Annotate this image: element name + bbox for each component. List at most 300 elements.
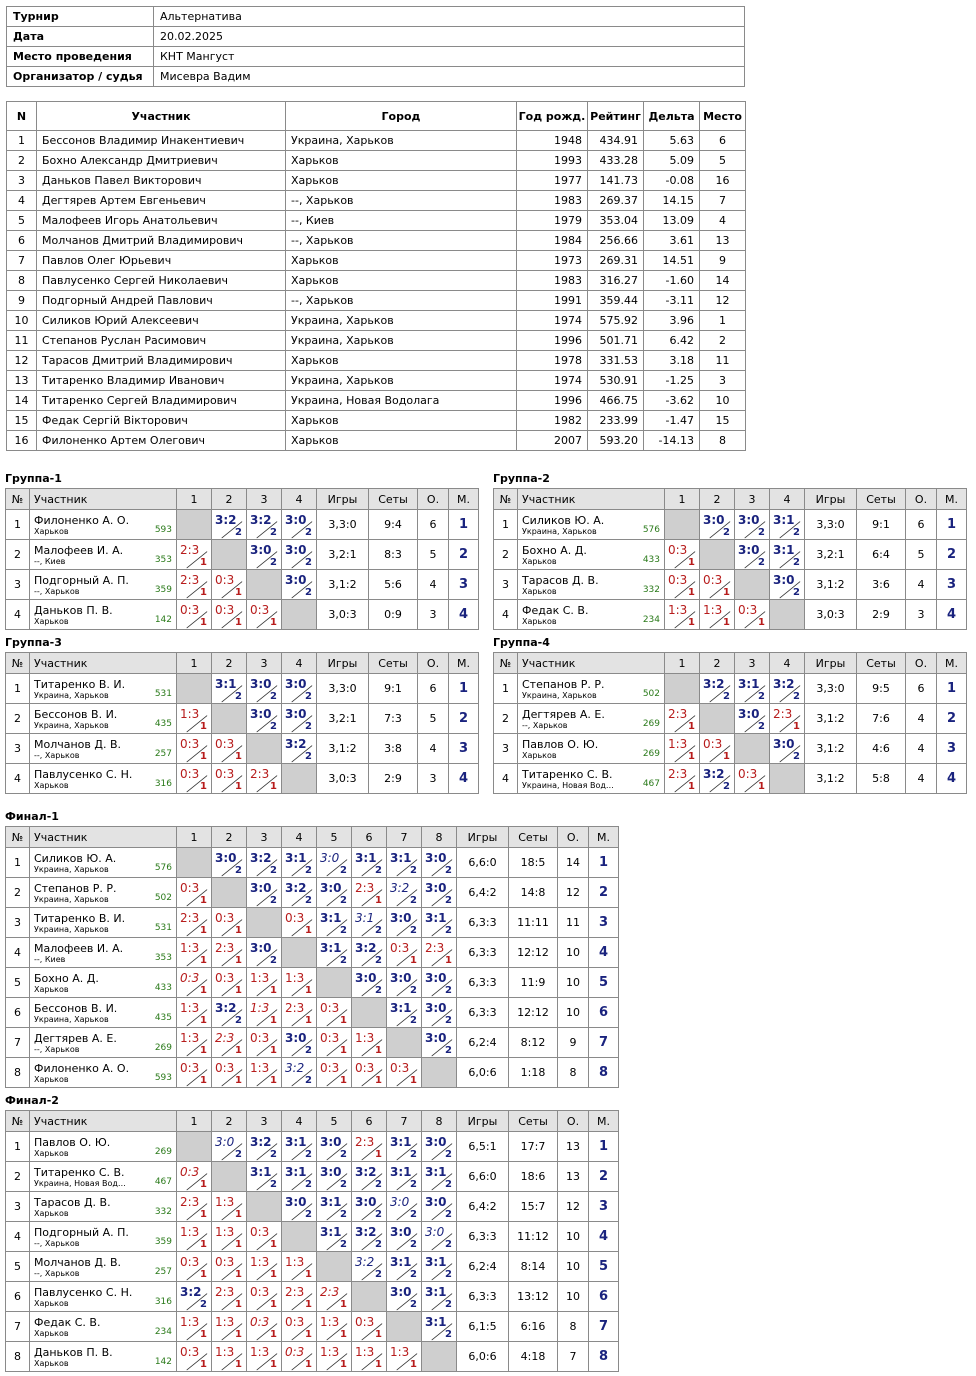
match-cell bbox=[177, 570, 211, 599]
table-row bbox=[494, 510, 967, 540]
match-cell bbox=[177, 1058, 211, 1087]
match-cell bbox=[317, 1222, 351, 1251]
points-stat: 4 bbox=[906, 734, 937, 764]
player-cell bbox=[518, 764, 665, 794]
match-points: 2 bbox=[270, 557, 277, 568]
player-name: Силиков Ю. А. bbox=[34, 851, 117, 865]
match-result bbox=[247, 600, 282, 630]
match-score: 0:3 bbox=[250, 1315, 270, 1329]
match-result bbox=[247, 1342, 282, 1372]
match-score: 3:0 bbox=[425, 1001, 447, 1015]
column-header: 2 bbox=[212, 827, 247, 848]
player-cell bbox=[30, 1312, 177, 1342]
match-result bbox=[352, 1342, 387, 1372]
match-cell bbox=[317, 998, 351, 1027]
column-header: М. bbox=[589, 1111, 619, 1132]
sets-stat: 7:3 bbox=[369, 704, 418, 734]
match-score: 1:3 bbox=[180, 1225, 200, 1239]
player-name: Титаренко Сергей Владимирович bbox=[37, 391, 286, 411]
player-name: Степанов Р. Р. bbox=[522, 677, 605, 691]
match-result bbox=[665, 764, 700, 794]
match-result bbox=[282, 908, 317, 938]
player-rating: 530.91 bbox=[588, 371, 644, 391]
match-result bbox=[247, 1282, 282, 1312]
games-stat: 3,1:2 bbox=[805, 570, 857, 600]
player-rating: 269.31 bbox=[588, 251, 644, 271]
match-score: 0:3 bbox=[250, 1285, 270, 1299]
player-city: Украина, Харьков bbox=[34, 894, 109, 904]
games-stat: 3,1:2 bbox=[805, 734, 857, 764]
row-number: 6 bbox=[6, 1282, 30, 1312]
match-points: 1 bbox=[270, 1239, 277, 1250]
match-points: 2 bbox=[340, 1149, 347, 1160]
player-city: Украина, Новая Вод… bbox=[522, 780, 614, 790]
match-result bbox=[422, 1162, 457, 1192]
row-number: 5 bbox=[6, 1252, 30, 1282]
match-score: 2:3 bbox=[180, 911, 200, 925]
match-cell bbox=[282, 1312, 316, 1341]
match-result bbox=[422, 938, 457, 968]
player-rating: 502 bbox=[642, 689, 660, 699]
player-city: Украина, Новая Водолага bbox=[286, 391, 517, 411]
table-row bbox=[7, 131, 746, 151]
match-result bbox=[212, 1282, 247, 1312]
player-birth-year: 1983 bbox=[517, 271, 588, 291]
match-cell bbox=[387, 1222, 421, 1251]
player-cell bbox=[30, 1192, 177, 1222]
match-points: 1 bbox=[200, 1269, 207, 1280]
match-result bbox=[282, 674, 317, 704]
player-cell bbox=[30, 938, 177, 968]
table-row bbox=[7, 371, 746, 391]
match-cell bbox=[247, 704, 281, 733]
column-header: 1 bbox=[177, 489, 212, 510]
player-birth-year: 1996 bbox=[517, 391, 588, 411]
match-score: 3:2 bbox=[250, 851, 272, 865]
match-cell bbox=[212, 848, 246, 877]
match-result bbox=[177, 734, 212, 764]
match-points: 1 bbox=[200, 1045, 207, 1056]
player-cell bbox=[30, 1132, 177, 1162]
player-delta: 6.42 bbox=[644, 331, 700, 351]
player-name: Силиков Юрий Алексеевич bbox=[37, 311, 286, 331]
match-cell bbox=[177, 938, 211, 967]
player-city: Украина, Харьков bbox=[522, 690, 597, 700]
match-points: 2 bbox=[270, 895, 277, 906]
column-header: 6 bbox=[352, 827, 387, 848]
match-cell bbox=[282, 674, 316, 703]
games-stat: 3,0:3 bbox=[805, 600, 857, 630]
player-rating: 435 bbox=[154, 719, 172, 729]
group-table bbox=[493, 488, 967, 630]
match-score: 3:0 bbox=[425, 971, 447, 985]
column-header: N bbox=[7, 102, 37, 131]
player-name: Павлусенко С. Н. bbox=[34, 767, 133, 781]
points-stat: 6 bbox=[906, 674, 937, 704]
match-result bbox=[282, 968, 317, 998]
player-delta: 3.18 bbox=[644, 351, 700, 371]
match-cell bbox=[735, 510, 769, 539]
points-stat: 10 bbox=[558, 998, 589, 1028]
match-result bbox=[387, 1058, 422, 1088]
place-stat: 2 bbox=[449, 704, 479, 734]
player-name: Молчанов Д. В. bbox=[34, 737, 122, 751]
match-result bbox=[177, 1192, 212, 1222]
row-number: 1 bbox=[494, 674, 518, 704]
player-rating: 575.92 bbox=[588, 311, 644, 331]
column-header: 3 bbox=[247, 827, 282, 848]
diagonal-cell bbox=[177, 848, 212, 878]
match-score: 3:0 bbox=[425, 1135, 447, 1149]
player-birth-year: 1983 bbox=[517, 191, 588, 211]
table-row bbox=[6, 1058, 619, 1088]
match-result bbox=[387, 998, 422, 1028]
match-points: 1 bbox=[270, 1075, 277, 1086]
match-result bbox=[177, 1312, 212, 1342]
match-score: 0:3 bbox=[390, 941, 410, 955]
sets-stat: 4:6 bbox=[857, 734, 906, 764]
match-points: 1 bbox=[235, 617, 242, 628]
player-place: 10 bbox=[700, 391, 746, 411]
match-result bbox=[735, 540, 770, 570]
sets-stat: 0:9 bbox=[369, 600, 418, 630]
match-score: 3:1 bbox=[320, 941, 342, 955]
sets-stat: 9:1 bbox=[369, 674, 418, 704]
match-result bbox=[282, 570, 317, 600]
sets-stat: 18:6 bbox=[509, 1162, 558, 1192]
match-score: 2:3 bbox=[250, 767, 270, 781]
row-number: 4 bbox=[6, 600, 30, 630]
player-cell bbox=[30, 570, 177, 600]
match-points: 1 bbox=[200, 985, 207, 996]
match-cell bbox=[212, 998, 246, 1027]
match-score: 3:0 bbox=[738, 513, 760, 527]
column-header: М. bbox=[589, 827, 619, 848]
match-score: 2:3 bbox=[285, 1001, 305, 1015]
place-stat: 4 bbox=[937, 764, 967, 794]
match-score: 3:2 bbox=[285, 737, 307, 751]
player-name: Тарасов Д. В. bbox=[522, 573, 599, 587]
match-points: 2 bbox=[410, 1239, 417, 1250]
group-header-row bbox=[494, 653, 967, 674]
place-stat: 2 bbox=[937, 704, 967, 734]
match-score: 0:3 bbox=[355, 1315, 375, 1329]
player-rating: 531 bbox=[154, 923, 172, 933]
match-score: 3:1 bbox=[355, 911, 375, 925]
match-cell bbox=[212, 938, 246, 967]
player-rating: 316 bbox=[154, 779, 172, 789]
games-stat: 3,3:0 bbox=[317, 674, 369, 704]
match-result bbox=[282, 878, 317, 908]
tournament-info-table bbox=[6, 6, 745, 87]
match-result bbox=[212, 1252, 247, 1282]
player-birth-year: 1991 bbox=[517, 291, 588, 311]
sets-stat: 3:8 bbox=[369, 734, 418, 764]
match-cell bbox=[387, 1342, 421, 1371]
player-birth-year: 1993 bbox=[517, 151, 588, 171]
column-header: 5 bbox=[317, 1111, 352, 1132]
table-row bbox=[6, 1312, 619, 1342]
place-stat: 3 bbox=[449, 734, 479, 764]
match-score: 2:3 bbox=[285, 1285, 305, 1299]
match-cell bbox=[282, 968, 316, 997]
table-row bbox=[7, 331, 746, 351]
match-score: 3:2 bbox=[250, 1135, 272, 1149]
match-result bbox=[387, 908, 422, 938]
match-cell bbox=[282, 510, 316, 539]
row-number: 2 bbox=[6, 1162, 30, 1192]
match-points: 2 bbox=[793, 587, 800, 598]
match-points: 2 bbox=[445, 1209, 452, 1220]
match-cell bbox=[317, 1282, 351, 1311]
row-number: 3 bbox=[6, 734, 30, 764]
match-result bbox=[177, 968, 212, 998]
match-result bbox=[700, 764, 735, 794]
match-score: 2:3 bbox=[355, 881, 375, 895]
match-score: 0:3 bbox=[250, 1031, 270, 1045]
match-cell bbox=[212, 968, 246, 997]
player-name: Степанов Р. Р. bbox=[34, 881, 117, 895]
match-points: 1 bbox=[758, 617, 765, 628]
player-name: Степанов Руслан Расимович bbox=[37, 331, 286, 351]
match-score: 3:2 bbox=[355, 1225, 377, 1239]
match-score: 3:0 bbox=[425, 1225, 445, 1239]
player-city: --, Харьков bbox=[286, 191, 517, 211]
match-result bbox=[352, 1252, 387, 1282]
match-points: 1 bbox=[200, 1209, 207, 1220]
column-header: 1 bbox=[665, 653, 700, 674]
player-name: Молчанов Д. В. bbox=[34, 1255, 122, 1269]
sets-stat: 11:11 bbox=[509, 908, 558, 938]
match-score: 3:1 bbox=[215, 677, 237, 691]
table-row bbox=[7, 211, 746, 231]
info-value: 20.02.2025 bbox=[154, 27, 745, 47]
sets-stat: 11:9 bbox=[509, 968, 558, 998]
match-cell bbox=[770, 674, 804, 703]
player-rating: 234 bbox=[642, 615, 660, 625]
info-key: Место проведения bbox=[7, 47, 154, 67]
match-score: 0:3 bbox=[180, 1061, 200, 1075]
column-header: М. bbox=[937, 489, 967, 510]
place-stat: 8 bbox=[589, 1058, 619, 1088]
table-row bbox=[7, 191, 746, 211]
match-points: 2 bbox=[410, 1299, 417, 1310]
match-points: 1 bbox=[235, 1299, 242, 1310]
player-city: --, Харьков bbox=[286, 291, 517, 311]
match-result bbox=[387, 1342, 422, 1372]
player-city: --, Киев bbox=[286, 211, 517, 231]
match-result bbox=[317, 848, 352, 878]
info-key: Дата bbox=[7, 27, 154, 47]
match-cell bbox=[317, 908, 351, 937]
match-result bbox=[212, 600, 247, 630]
player-name: Павлусенко С. Н. bbox=[34, 1285, 133, 1299]
match-cell bbox=[700, 510, 734, 539]
match-score: 3:2 bbox=[390, 881, 410, 895]
group-title: Финал-2 bbox=[5, 1094, 59, 1107]
match-score: 1:3 bbox=[215, 1345, 235, 1359]
column-header: М. bbox=[449, 653, 479, 674]
match-points: 2 bbox=[375, 1239, 382, 1250]
match-points: 1 bbox=[445, 955, 452, 966]
match-score: 0:3 bbox=[215, 1061, 235, 1075]
match-cell bbox=[665, 600, 699, 629]
table-row bbox=[6, 998, 619, 1028]
player-city: Украина, Харьков bbox=[286, 131, 517, 151]
match-result bbox=[282, 1342, 317, 1372]
sets-stat: 12:12 bbox=[509, 998, 558, 1028]
match-score: 3:1 bbox=[425, 1285, 447, 1299]
match-cell bbox=[352, 1252, 386, 1281]
match-result bbox=[317, 998, 352, 1028]
match-cell bbox=[247, 848, 281, 877]
match-score: 1:3 bbox=[250, 971, 270, 985]
match-cell bbox=[282, 1342, 316, 1371]
match-cell bbox=[352, 1312, 386, 1341]
match-cell bbox=[352, 1192, 386, 1221]
match-score: 0:3 bbox=[180, 1345, 200, 1359]
match-score: 3:0 bbox=[285, 573, 307, 587]
match-result bbox=[422, 908, 457, 938]
match-score: 0:3 bbox=[215, 971, 235, 985]
match-cell bbox=[212, 734, 246, 763]
player-number: 8 bbox=[7, 271, 37, 291]
match-score: 3:0 bbox=[425, 881, 447, 895]
match-score: 0:3 bbox=[180, 1165, 200, 1179]
match-result bbox=[247, 938, 282, 968]
match-points: 1 bbox=[200, 781, 207, 792]
table-row bbox=[494, 674, 967, 704]
group-title: Финал-1 bbox=[5, 810, 59, 823]
player-cell bbox=[30, 540, 177, 570]
player-place: 14 bbox=[700, 271, 746, 291]
match-points: 2 bbox=[793, 527, 800, 538]
match-result bbox=[247, 1162, 282, 1192]
column-header: Место bbox=[700, 102, 746, 131]
match-cell bbox=[177, 734, 211, 763]
match-score: 2:3 bbox=[320, 1285, 340, 1299]
player-cell bbox=[30, 848, 177, 878]
player-name: Павлов О. Ю. bbox=[34, 1135, 111, 1149]
match-points: 1 bbox=[410, 1075, 417, 1086]
match-score: 3:0 bbox=[738, 707, 760, 721]
column-header: Рейтинг bbox=[588, 102, 644, 131]
sets-stat: 18:5 bbox=[509, 848, 558, 878]
match-cell bbox=[700, 570, 734, 599]
player-name: Бохно А. Д. bbox=[522, 543, 587, 557]
match-cell bbox=[735, 600, 769, 629]
column-header: Участник bbox=[518, 653, 665, 674]
player-name: Подгорный А. П. bbox=[34, 573, 129, 587]
diagonal-cell bbox=[282, 938, 317, 968]
points-stat: 5 bbox=[418, 704, 449, 734]
match-points: 2 bbox=[305, 721, 312, 732]
match-result bbox=[177, 998, 212, 1028]
match-cell bbox=[317, 848, 351, 877]
match-score: 2:3 bbox=[668, 707, 688, 721]
player-number: 5 bbox=[7, 211, 37, 231]
diagonal-cell bbox=[282, 764, 317, 794]
match-score: 0:3 bbox=[703, 573, 723, 587]
player-delta: 5.63 bbox=[644, 131, 700, 151]
column-header: Сеты bbox=[509, 1111, 558, 1132]
match-score: 2:3 bbox=[668, 767, 688, 781]
player-name: Бохно А. Д. bbox=[34, 971, 99, 985]
match-cell bbox=[282, 908, 316, 937]
sets-stat: 8:14 bbox=[509, 1252, 558, 1282]
match-cell bbox=[317, 1312, 351, 1341]
match-points: 1 bbox=[410, 1359, 417, 1370]
player-cell bbox=[30, 1222, 177, 1252]
player-city: Харьков bbox=[286, 151, 517, 171]
match-points: 2 bbox=[340, 1209, 347, 1220]
player-birth-year: 1948 bbox=[517, 131, 588, 151]
diagonal-cell bbox=[247, 908, 282, 938]
player-cell bbox=[30, 674, 177, 704]
match-cell bbox=[387, 1058, 421, 1087]
match-points: 2 bbox=[410, 895, 417, 906]
match-score: 0:3 bbox=[320, 1031, 340, 1045]
match-cell bbox=[422, 1028, 456, 1057]
match-result bbox=[212, 734, 247, 764]
match-points: 2 bbox=[445, 865, 452, 876]
match-result bbox=[387, 1132, 422, 1162]
match-points: 2 bbox=[723, 691, 730, 702]
column-header: Сеты bbox=[509, 827, 558, 848]
match-cell bbox=[212, 1252, 246, 1281]
row-number: 2 bbox=[6, 540, 30, 570]
match-result bbox=[282, 510, 317, 540]
match-score: 0:3 bbox=[738, 767, 758, 781]
match-points: 2 bbox=[758, 721, 765, 732]
match-points: 1 bbox=[723, 587, 730, 598]
table-row bbox=[6, 1252, 619, 1282]
sets-stat: 13:12 bbox=[509, 1282, 558, 1312]
player-number: 9 bbox=[7, 291, 37, 311]
table-row bbox=[7, 291, 746, 311]
info-row bbox=[7, 7, 745, 27]
match-points: 2 bbox=[793, 751, 800, 762]
place-stat: 2 bbox=[449, 540, 479, 570]
column-header: О. bbox=[418, 653, 449, 674]
match-result bbox=[212, 968, 247, 998]
match-cell bbox=[387, 908, 421, 937]
match-cell bbox=[282, 704, 316, 733]
match-result bbox=[422, 1312, 457, 1342]
player-cell bbox=[30, 968, 177, 998]
points-stat: 4 bbox=[906, 764, 937, 794]
match-score: 3:0 bbox=[250, 941, 272, 955]
games-stat: 3,2:1 bbox=[317, 704, 369, 734]
match-cell bbox=[770, 570, 804, 599]
player-city: --, Киев bbox=[34, 954, 66, 964]
match-points: 1 bbox=[270, 1015, 277, 1026]
match-points: 1 bbox=[340, 1045, 347, 1056]
match-points: 2 bbox=[445, 895, 452, 906]
table-row bbox=[6, 734, 479, 764]
match-score: 0:3 bbox=[215, 603, 235, 617]
match-score: 3:0 bbox=[390, 911, 412, 925]
match-score: 1:3 bbox=[215, 1315, 235, 1329]
match-score: 3:0 bbox=[425, 851, 447, 865]
match-points: 1 bbox=[305, 1359, 312, 1370]
match-result bbox=[665, 704, 700, 734]
match-points: 2 bbox=[235, 1149, 242, 1160]
column-header: Участник bbox=[30, 489, 177, 510]
player-city: Украина, Новая Вод… bbox=[34, 1178, 126, 1188]
column-header: Игры bbox=[317, 653, 369, 674]
match-cell bbox=[212, 908, 246, 937]
